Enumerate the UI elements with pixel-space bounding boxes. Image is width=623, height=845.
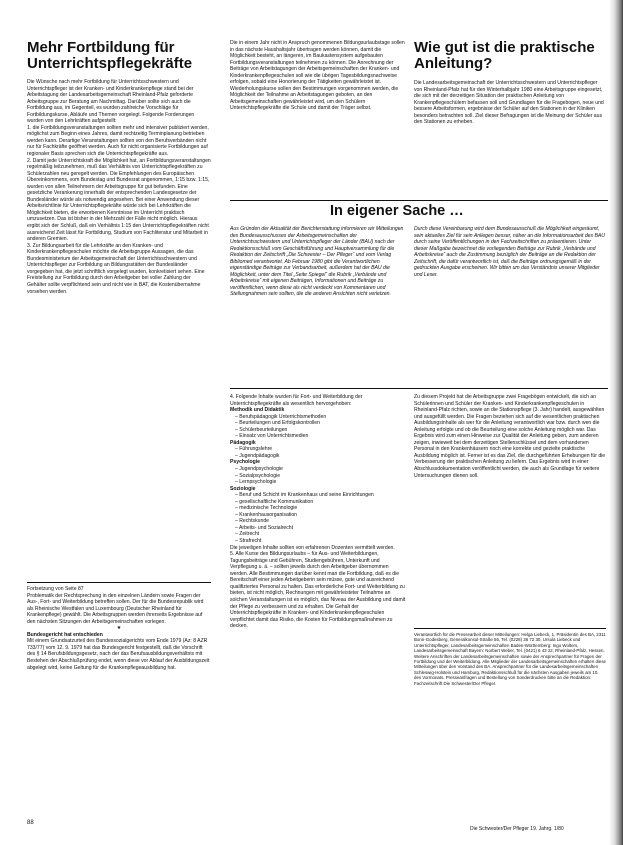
list-item: – Strafrecht	[235, 538, 408, 545]
list-item: – Berufspädagogik Unterrichtsmethoden	[235, 414, 408, 421]
sache-right-paragraph: Durch diese Vereinbarung wird dem Bundesausschuß die Möglichkeit eingeräumt, sein aktuelles Ziel für sein Anliegen besser, näher an die Informationsarbeit des BAU durch seine Veröffentlichungen in den Fachzeitschriften zu präsentieren. Unter dieser Maßgabe bezeichnet die vorliegenden Beiträge zur Rubrik „Verbände und Arbeitskreise“ auch die Zustimmung bezüglich der Beiträge an die Redaktion der Zeitschrift, die dafür verantwortlich ist, daß die Beiträge ordnungsgemäß in der gedruckten Ausgabe erscheinen. Wir bitten um das Verständnis unserer Mitglieder und Leser.	[414, 226, 605, 278]
forts-subheading: Bundesgericht hat entschieden	[27, 631, 103, 638]
sache-left-text	[230, 226, 408, 366]
group-after-note: Die jeweiligen Inhalte sollten von erfahrenen Dozenten vermittelt werden.	[230, 544, 395, 551]
list-item: – Schülerbeurteilungen	[235, 427, 408, 434]
footer-box-rule	[414, 628, 606, 629]
right-article-title: Wie gut ist die praktische Anleitung?	[414, 39, 595, 72]
sache-left-paragraph: Aus Gründen der Aktualität der Berichterstattung informieren wir Mitteilungen des Bundesausschusses der Arbeitsgemeinschaften der Unterrichtsschwestern und Unterrichtspfleger der Länder (BAU) nach der Redaktionsschluß vom Geschäftsführung und Hauptversammlung für die Redaktion der Zeitschrift „Die Schwester – Der Pfleger“ und vom Verlag Bibliomed verantwortet. Ab Februar 1980 gibt die Verantwortlichen eigenständige Beiträge zur Verbandsarbeit, außerdem hat der BAU die Möglichkeit, unter dem Titel „Seite Spiegel“ die Rubrik „Verbände und Arbeitskreise“ mit eigenen Beiträgen, Informationen und Beiträge zu veröffentlichen, wenn diese als nicht verdeckt von Kommentaren und Stellungnahmen sein sollten, die die anderen Ansichten nicht verletzen.	[230, 226, 404, 298]
sache-title: In eigener Sache …	[330, 203, 464, 219]
left-article-item-2: 2. Damit jede Unterrichtskraft die Möglichkeit hat, an Fortbildungsveranstaltungen regelmäßig teilzunehmen, muß das Verhältnis von Unterrichtspflegekräften zu Schülerzahlen neu geregelt werden. Die Empfehlungen des Europäischen Übereinkommens, vom Bundestag und Bundesrat angenommen, 1:15 bzw. 1:15, wurden von allen Teilnehmern der Arbeitsgruppe für gut befunden. Eine gesetzliche Verankerung innerhalb der entsprechenden Landesgesetze der Bundesländer würde als notwendig angesehen. Bei einer Anwendung dieser Arbeitsrichtlinie für Unterrichtspflegekräfte würde sich bei Lehrkräften die Möglichkeit bieten, die erworbenen Kenntnisse im Unterricht praktisch umzusetzen. Das ist bisher in der Mehrzahl der Fälle nicht möglich. Hieraus ergibt sich der Schluß, daß ein Verhältnis 1:15 den Unterrichtspflegekräften nicht ausreichend Zeit lässt für Fortbildung, Studium von Fachliteratur und Mitarbeit in anderen Gremien.	[27, 157, 211, 243]
sache-top-rule	[230, 200, 608, 201]
middle-top-text	[230, 40, 406, 198]
list-item: – Zeitrecht	[235, 531, 408, 538]
list-item: – Beurteilungen und Erfolgskontrollen	[235, 420, 408, 427]
left-article-body	[27, 79, 211, 570]
list-item: – Lernpsychologie	[235, 479, 408, 486]
left-article-title: Mehr Fortbildung für Unterrichtspflegekräfte	[27, 39, 193, 72]
item-4-intro: 4. Folgende Inhalte wurden für Fort- und Weiterbildung der Unterrichtspflegekräfte als wesentlich hervorgehoben:	[230, 394, 363, 407]
list-item: – Führungslehre	[235, 446, 408, 453]
footer-box-text	[414, 632, 606, 808]
footer-box-paragraph: Verantwortlich für die Pressearbeit dieser Mitteilungen: Helga Liebeck, 1. Präsidentin des BA, 2311 Bonn-Godesberg, Generalkonsul-Straße 56, Tel. (0228) 36 72 30, Ursula Liebeck und Unterrichtspfleger, Landesarbeitsgemeinschaften Baden-Württemberg: Ingo Wolters, Landesarbeitsgemeinschaft Bayern: Norbert Weber, Tel. (0421) 6 43 22, Rheinland-Pfalz, Hessen. Weitere Anschriften der Landesarbeitsgemeinschaften sowie der Ansprechpartner für Fragen der Fortbildung und der Weiterbildung. Alle Mitglieder der Landesarbeitsgemeinschaften erhalten diese Mitteilungen über den Vorstand des BA. Ansprechpartner für die Landesarbeitsgemeinschaften Schleswig-Holstein und Hamburg, Redaktionsschluß für die nächsten Ausgaben jeweils am 10. des Vormonats. Presseanfragen und Bestellung von Sonderdrucken bitte an die Redaktion: Fachzeitschrift Die Schwester/Der Pfleger.	[414, 632, 606, 686]
list-item: – Krankenhausorganisation	[235, 512, 408, 519]
group-heading: Methodik und Didaktik	[230, 407, 285, 414]
group-heading: Soziologie	[230, 485, 256, 492]
left-article-intro: Die Wünsche nach mehr Fortbildung für Unterrichtsschwestern und Unterrichtspfleger ist der Kranken- und Kinderkrankenpflege stand bei der Arbeitstagung der Landesarbeitsgemeinschaft Rheinland-Pfalz geforderte Arbeitsgruppe zur Beratung am Nachmittag. Darüber sollte sich auch die Fortbildung aus, im Gegenteil, es wurden zahlreiche Vorschläge für Fortbildungskurse, Abläufe und Themen vorgelegt. Folgende Forderungen wurden von den Lehrkräften aufgestellt:	[27, 79, 195, 125]
forts-paragraph: Problematik der Rechtsprechung in den einzelnen Ländern sowie Fragen der Aus-, Fort- und Weiterbildung betreffen sollen. Der für die Bundesrepublik wird als Rheinische Westfalen und Luxembourg (Deutscher Rheinland für Krankenpflege) gewählt. Die Arbeitsgruppen werden ihrerseits Ergebnisse auf den nächsten Sitzungen der Arbeitsgemeinschaften vorlegen.	[27, 592, 204, 625]
list-item: – Jugendpädagogik	[235, 453, 408, 460]
group-heading: Pädagogik	[230, 439, 256, 446]
list-item: – Einsatz von Unterrichtsmedien	[235, 433, 408, 440]
list-item: – Arbeits- und Sozialrecht	[235, 525, 408, 532]
left-article-item-3: 3. Zur Bildungsarbeit für die Lehrkräfte an den Kranken- und Kinderkrankenpflegeschulen möchte die Arbeitsgruppe Aussagen, die das Bundesministerium der Arbeitsgemeinschaft der Unterrichtsschwestern und Unterrichtspfleger zur Fortbildung an Bildungsstätten der Bundesländer vorgegeben hat, die jetzt schriftlich vorgelegt wurden, konkretisiert sehen. Eine Freistellung zur Fortbildung durch den Arbeitgeber bei voller Zahlung der Gehälter sollte verpflichtend sein und nicht wie in BAT, die Kostenübernahme vorsehen werden.	[27, 242, 205, 295]
group-heading: Psychologie	[230, 459, 261, 466]
forts-subparagraph: Mit einem Grundsatzurteil des Bundessozialgerichts vom Ende 1979 (Az: 8 AZR 733/77) vom 12. 9. 1979 hat das Bundesgericht festgestellt, daß die Vorschrift des § 14 Berufsbildungsgesetz, nach der das Berufsausbildungsverhältnis mit Bestehen der Abschlußprüfung endet, wenn diese vor Ablauf der Ausbildungszeit abgelegt wird, keine Geltung für die Krankenpflegeausbildung hat.	[27, 638, 210, 671]
journal-footer: Die Schwester/Der Pfleger 19. Jahrg. 1/80	[470, 826, 564, 832]
list-item: – Beruf und Schicht im Krankenhaus und seine Einrichtungen	[235, 492, 408, 499]
sache-bottom-rule	[230, 388, 608, 389]
forts-body	[27, 586, 211, 816]
item-5: 5. Alle Kurse des Bildungsurlaubs – für Aus- und Weiterbildungen, Tagungsbeiträge und Gebühren, Studiengebühren, Unterkunft und Verpflegung u. ä. – sollten jeweils durch den Arbeitgeber übernommen werden. Alle Bestimmungen darüber kennt man die Fortbildung, daß es die Bereitschaft einer jeden Arbeitgeberin sein müsse, gute und ausreichend qualifiziertes Personal zu halten. Das erforderliche Fort- und Weiterbildung zu bieten, ist nicht möglich, Rechnungen mit gewährleisteter Teilnahme an solchen Veranstaltungen ist es möglich, das Niveau der Ausbildung und damit der Pflege zu verbessern und zu erhalten. Die Gehalt der Unterrichtspflegekräfte in Kranken- und Kinderkrankenpflegeschulen verpflichtet damit das Risiko, die Kosten für Fortbildungsmaßnahmen zu decken.	[230, 551, 406, 630]
lower-right-body	[414, 394, 606, 624]
list-item: – medizinische Technologie	[235, 505, 408, 512]
list-item: – Sozialpsychologie	[235, 473, 408, 480]
right-article-body	[414, 80, 604, 176]
middle-top-paragraph: Die in einem Jahr nicht in Anspruch genommenen Bildungsurlaubstage sollen in das nächste Haushaltsjahr übertragen werden können, damit die Möglichkeit besteht, an längeren, im Baukastensystem aufgebauten Fortbildungsveranstaltungen teilnehmen zu können. Die Anrechnung der Beiträge von Arbeitstagungen der Arbeitsgemeinschaften der Kranken- und Kinderkrankenpflegeschulen soll wie die übrigen Tagesbildungsnachweise erfolgen, sobald eine Honorierung der Tätigkeiten gewährleistet ist. Wiederholungskurse sollen den Bestimmungen vorgenommen werden, die Möglichkeit der Teilnahme an Arbeitstagungen geboten, an den Arbeitsgemeinschaften gewährleistet wird, um den Schülern Unterrichtspflegekräfte die Schule und damit der Träger selbst.	[230, 40, 405, 112]
list-item: – Jugendpsychologie	[235, 466, 408, 473]
page-number: 88	[27, 820, 34, 826]
list-item: – gesellschaftliche Kommunikation	[235, 499, 408, 506]
lower-right-paragraph: Zu diesem Projekt hat die Arbeitsgruppe zwei Fragebögen entwickelt, die sich an Schülerinnen und Schüler der Kranken- und Kinderkrankenpflegeschulen in Rheinland-Pfalz richten, sowie an die Stationspflege (3. Jahr) handelt, ausgewählten und ausgefüllt werden. Die Fragen beziehen sich auf die wesentlichen praktischen Ausbildungsinhalte als wer für die Anleitung verantwortlich war bzw. durch wen die Anleitung erfolgte und ob die Beurteilung eine solche Anleitung möglich war. Das Ergebnis wird zum einen Hinweise zur Qualität der Anleitung geben, zum anderen zeigen, inwieweit bei dem derzeitigen Stellenschlüssel und dem vorhandenen Personal in den Krankenhäusern noch eine korrekte und gezielte praktische Ausbildung möglich ist. Ferner ist es das Ziel, die durchgeführten Erhebungen für die Verbesserung der praktischen Anleitung zu liefern. Das Ergebnis wird in einer Abschlussdokumentation veröffentlicht werden, die auch als Grundlage für weitere Untersuchungen dienen soll.	[414, 394, 606, 479]
left-article-item-1: 1. die Fortbildungsveranstaltungen sollten mehr und intensiver publiziert werden, möglichst zum Beginn eines Jahres, damit rechtzeitig Terminplanung betrieben werden kann. Derartige Veranstaltungen sollten von den Berufsverbänden nicht nur für Fachkräfte geöffnet werden. Auch für nicht organisierte Fortbildungen auf regionaler Basis sprechen sich die Unterrichtspflegekräfte aus.	[27, 124, 209, 158]
forts-heading: Fortsetzung von Seite 87	[27, 586, 84, 592]
forts-top-rule	[27, 582, 211, 583]
list-item: – Rechtskunde	[235, 518, 408, 525]
scan-edge-shadow	[609, 0, 623, 845]
right-article-paragraph: Die Landesarbeitsgemeinschaft der Unterrichtsschwestern und Unterrichtspfleger von Rheinland-Pfalz hat für den Winterhalbjahr 1980 eine Arbeitsgruppe eingesetzt, die sich mit der derzeitigen Situation der praktischen Anleitung von Krankenpflegeschülern befassen soll und Grundlagen für die Fragebogen, neue und bessere Arbeitsformen, ergebnisse der Schüler auf den Stationen in der Kliniken besonders betrachten soll. Ziel dieser Befragungen ist die Meinung der Schüler aus den Stationen zu erheben.	[414, 80, 604, 126]
lower-middle-body	[230, 394, 408, 806]
star-divider: ★	[116, 625, 122, 632]
sache-right-text	[414, 226, 606, 366]
